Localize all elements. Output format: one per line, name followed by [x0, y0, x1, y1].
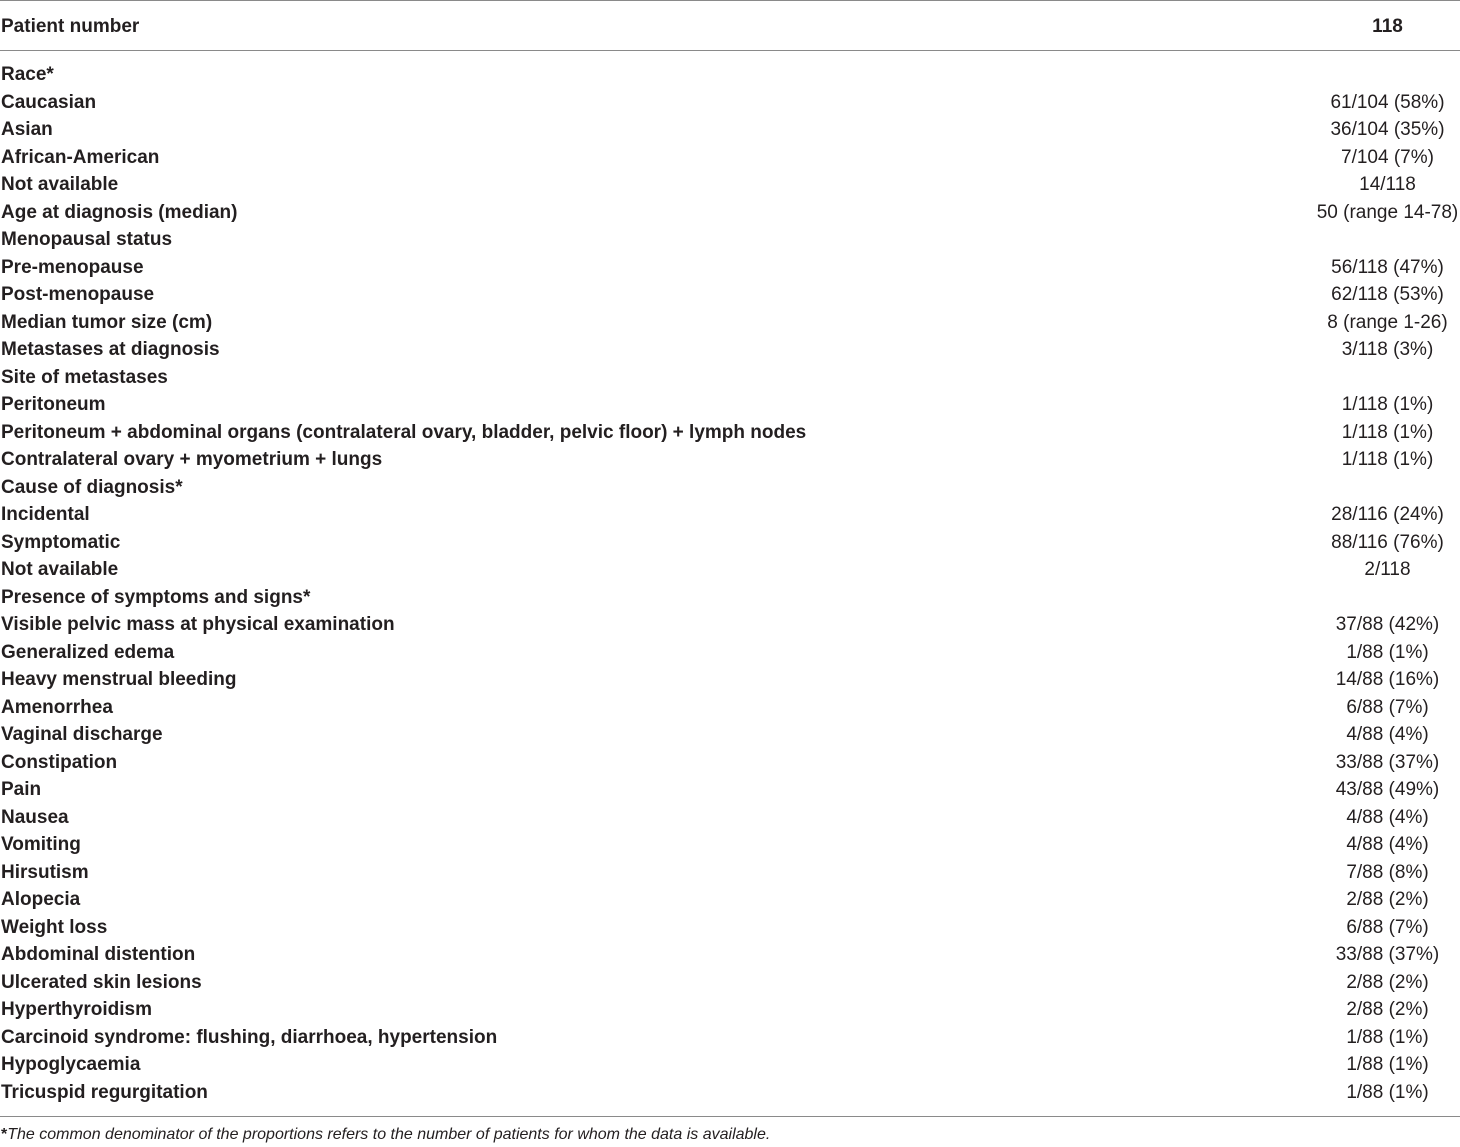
row-value: 28/116 (24%): [1331, 504, 1444, 525]
row-label: Not available: [1, 559, 119, 580]
table-row: [0, 1080, 1460, 1108]
row-value: 4/88 (4%): [1346, 724, 1429, 745]
row-value: 33/88 (37%): [1335, 944, 1440, 965]
table-row: [0, 750, 1460, 778]
row-label: Generalized edema: [1, 641, 175, 663]
table-row: [0, 887, 1460, 915]
row-value: 33/88 (37%): [1335, 751, 1440, 773]
row-label: African-American: [1, 146, 160, 168]
row-label: Heavy menstrual bleeding: [1, 669, 237, 690]
row-label: Caucasian: [1, 91, 97, 113]
table-row: [0, 90, 1460, 118]
row-label: Age at diagnosis (median): [1, 201, 238, 223]
table-row: [0, 832, 1460, 860]
row-label: Alopecia: [1, 889, 81, 910]
table-footnote: [1, 1124, 770, 1146]
row-value: 61/104 (58%): [1330, 91, 1445, 113]
row-label: Race*: [1, 64, 54, 85]
row-label: Post-menopause: [1, 284, 155, 305]
row-label: Asian: [1, 119, 53, 140]
table-row: [0, 227, 1460, 255]
table-row: [0, 62, 1460, 90]
row-value: 56/118 (47%): [1331, 256, 1444, 278]
table-row: [0, 915, 1460, 943]
footnote-marker: *: [1, 1126, 8, 1143]
table-row: [0, 722, 1460, 750]
table-row: [0, 117, 1460, 145]
row-label: Vaginal discharge: [1, 724, 163, 745]
row-label: Pre-menopause: [1, 256, 144, 278]
table-row: [0, 145, 1460, 173]
row-label: Hirsutism: [1, 861, 89, 883]
row-value: 4/88 (4%): [1346, 834, 1429, 855]
row-label: Constipation: [1, 751, 118, 773]
row-label: Contralateral ovary + myometrium + lungs: [1, 449, 383, 470]
table-row: [0, 502, 1460, 530]
row-label: Hyperthyroidism: [1, 999, 152, 1020]
header-value: 118: [1372, 16, 1403, 37]
row-value: 1/88 (1%): [1346, 1081, 1429, 1103]
row-value: 3/118 (3%): [1341, 339, 1434, 360]
row-value: 7/88 (8%): [1346, 861, 1429, 883]
table-row: [0, 172, 1460, 200]
table-row: [0, 777, 1460, 805]
row-label: Nausea: [1, 806, 69, 828]
table-bottom-rule: [0, 1116, 1460, 1117]
row-value: 2/88 (2%): [1346, 889, 1429, 910]
row-value: 6/88 (7%): [1346, 696, 1429, 718]
row-label: Cause of diagnosis*: [1, 476, 183, 498]
row-value: 7/104 (7%): [1341, 146, 1434, 168]
table-row: [0, 667, 1460, 695]
row-label: Visible pelvic mass at physical examination: [1, 614, 395, 635]
row-value: 4/88 (4%): [1346, 806, 1429, 828]
row-value: 2/88 (2%): [1346, 999, 1429, 1020]
row-label: Peritoneum: [1, 394, 106, 415]
row-label: Site of metastases: [1, 366, 168, 388]
table-row: [0, 365, 1460, 393]
footnote-text: The common denominator of the proportions refers to the number of patients for whom the data is available.: [7, 1126, 771, 1143]
table-row: [0, 447, 1460, 475]
row-label: Metastases at diagnosis: [1, 339, 220, 360]
row-label: Median tumor size (cm): [1, 311, 213, 333]
table-row: [0, 255, 1460, 283]
row-value: 6/88 (7%): [1346, 916, 1429, 938]
row-value: 62/118 (53%): [1331, 284, 1444, 305]
table-row: [0, 970, 1460, 998]
table-row: [0, 997, 1460, 1025]
row-label: Amenorrhea: [1, 696, 113, 718]
row-value: 1/118 (1%): [1341, 421, 1434, 443]
table-row: [0, 530, 1460, 558]
row-label: Carcinoid syndrome: flushing, diarrhoea, hypertension: [1, 1026, 498, 1048]
table-row: [0, 1052, 1460, 1080]
table-row: [0, 585, 1460, 613]
row-label: Incidental: [1, 504, 90, 525]
table-row: [0, 557, 1460, 585]
row-label: Vomiting: [1, 834, 81, 855]
row-value: 14/88 (16%): [1335, 669, 1440, 690]
table-row: [0, 860, 1460, 888]
row-value: 88/116 (76%): [1331, 531, 1444, 553]
row-label: Not available: [1, 174, 119, 195]
table-header-rule: [0, 50, 1460, 51]
row-label: Weight loss: [1, 916, 108, 938]
row-label: Abdominal distention: [1, 944, 196, 965]
table-row: [0, 282, 1460, 310]
row-value: 1/118 (1%): [1341, 394, 1434, 415]
row-label: Symptomatic: [1, 531, 121, 553]
row-label: Peritoneum + abdominal organs (contralateral ovary, bladder, pelvic floor) + lymph nodes: [1, 421, 807, 443]
row-label: Tricuspid regurgitation: [1, 1081, 208, 1103]
table-row: [0, 420, 1460, 448]
table-row: [0, 1025, 1460, 1053]
table-row: [0, 310, 1460, 338]
row-label: Hypoglycaemia: [1, 1054, 141, 1075]
table-body: [0, 62, 1460, 1107]
row-value: 1/88 (1%): [1346, 1026, 1429, 1048]
table-row: [0, 475, 1460, 503]
row-label: Presence of symptoms and signs*: [1, 586, 311, 608]
row-value: 1/88 (1%): [1346, 641, 1429, 663]
row-value: 2/88 (2%): [1346, 971, 1429, 993]
row-label: Ulcerated skin lesions: [1, 971, 202, 993]
table-row: [0, 337, 1460, 365]
table-row: [0, 392, 1460, 420]
header-label: Patient number: [1, 16, 140, 37]
table-row: [0, 805, 1460, 833]
table-row: [0, 640, 1460, 668]
row-value: 1/88 (1%): [1346, 1054, 1429, 1075]
table-row: [0, 612, 1460, 640]
table-row: [0, 695, 1460, 723]
row-value: 2/118: [1364, 559, 1411, 580]
table-row: [0, 942, 1460, 970]
row-value: 14/118: [1359, 174, 1416, 195]
row-label: Pain: [1, 779, 42, 800]
table-row: [0, 200, 1460, 228]
row-value: 50 (range 14-78): [1316, 201, 1459, 223]
row-value: 37/88 (42%): [1335, 614, 1440, 635]
row-value: 8 (range 1-26): [1327, 311, 1448, 333]
row-value: 36/104 (35%): [1330, 119, 1445, 140]
table-header-row: [0, 1, 1460, 51]
row-value: 43/88 (49%): [1335, 779, 1440, 800]
row-value: 1/118 (1%): [1341, 449, 1434, 470]
row-label: Menopausal status: [1, 229, 173, 250]
